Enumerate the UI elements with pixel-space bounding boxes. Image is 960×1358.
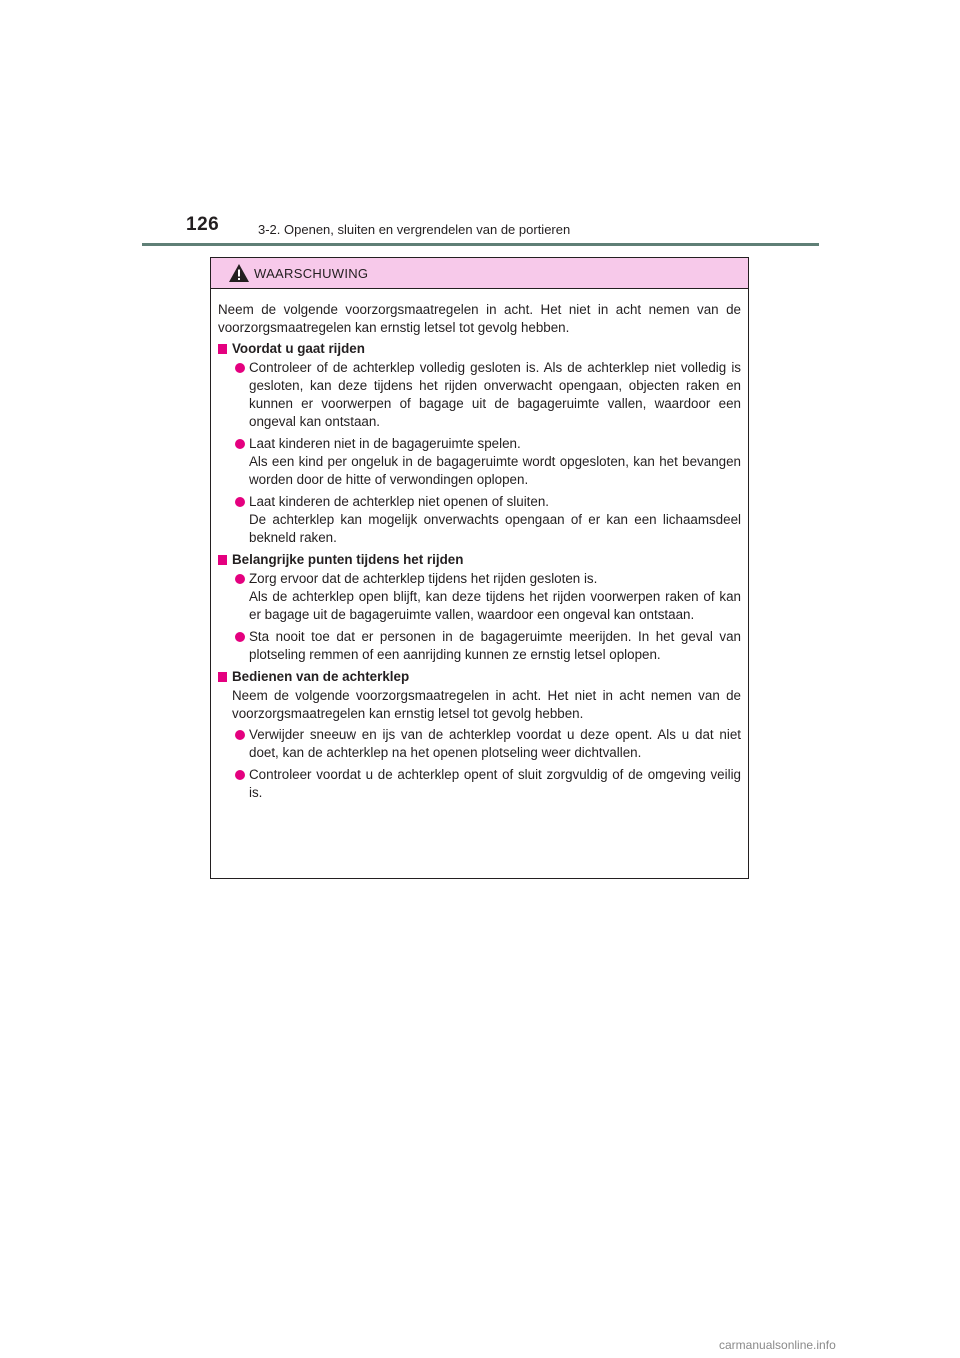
round-bullet-icon <box>235 632 245 642</box>
list-item <box>218 628 741 664</box>
warning-intro-line: Het niet in acht nemen van de voorzorgsmaatregelen kan ernstig letsel tot gevolg hebben. <box>218 302 741 335</box>
list-item <box>218 726 741 762</box>
warning-box <box>210 257 749 879</box>
bullet-text: Als een kind per ongeluk in de bagageruimte wordt opgesloten, kan het bevangen worden door de hitte of verwondingen oplopen. <box>249 454 741 487</box>
section-title: 3-2. Openen, sluiten en vergrendelen van de portieren <box>258 222 571 237</box>
warning-intro-line: Neem de volgende voorzorgsmaatregelen in acht. <box>218 302 534 317</box>
list-item <box>218 570 741 624</box>
section-heading: Bedienen van de achterklep <box>218 668 741 686</box>
round-bullet-icon <box>235 363 245 373</box>
list-item <box>218 435 741 489</box>
warning-body <box>211 289 748 802</box>
page-number: 126 <box>186 214 220 235</box>
bullet-text: Laat kinderen de achterklep niet openen of sluiten. <box>249 494 550 509</box>
round-bullet-icon <box>235 730 245 740</box>
round-bullet-icon <box>235 497 245 507</box>
bullet-text: Als de achterklep open blijft, kan deze tijdens het rijden voorwerpen raken of kan er bagage uit de bagageruimte vallen, waardoor een ongeval kan ontstaan. <box>249 589 741 622</box>
square-bullet-icon <box>218 344 227 354</box>
warning-label: WAARSCHUWING <box>254 266 369 281</box>
list-item <box>218 493 741 547</box>
square-bullet-icon <box>218 555 227 565</box>
round-bullet-icon <box>235 770 245 780</box>
warning-header <box>211 258 748 289</box>
warning-intro <box>218 301 741 337</box>
section-heading: Belangrijke punten tijdens het rijden <box>218 551 741 569</box>
bullet-text: Controleer voordat u de achterklep opent of sluit zorgvuldig of de omgeving veilig is. <box>249 767 741 800</box>
bullet-text: Controleer of de achterklep volledig gesloten is. Als de achterklep niet volledig is gesloten, kan deze tijdens het rijden onverwacht opengaan, objecten raken en kunnen er voorwerpen of bagage uit de bagageruimte vallen, waardoor een ongeval kan ontstaan. <box>249 360 741 429</box>
header-rule <box>142 243 819 246</box>
bullet-text: Sta nooit toe dat er personen in de bagageruimte meerijden. In het geval van plotseling remmen of een aanrijding kunnen ze ernstig letsel oplopen. <box>249 629 741 662</box>
section-intro-line: Neem de volgende voorzorgsmaatregelen in acht. <box>232 688 542 703</box>
bullet-text: Zorg ervoor dat de achterklep tijdens het rijden gesloten is. <box>249 571 598 586</box>
round-bullet-icon <box>235 574 245 584</box>
round-bullet-icon <box>235 439 245 449</box>
bullet-text: De achterklep kan mogelijk onverwachts opengaan of er kan een lichaamsdeel bekneld raken. <box>249 512 741 545</box>
square-bullet-icon <box>218 672 227 682</box>
list-item <box>218 766 741 802</box>
section-heading: Voordat u gaat rijden <box>218 340 741 358</box>
section-intro-line: Het niet in acht nemen van de voorzorgsmaatregelen kan ernstig letsel tot gevolg hebben. <box>232 688 741 721</box>
bullet-text: Verwijder sneeuw en ijs van de achterklep voordat u deze opent. Als u dat niet doet, kan de achterklep na het openen plotseling weer dichtvallen. <box>249 727 741 760</box>
warning-triangle-icon <box>228 263 250 283</box>
bullet-text: Laat kinderen niet in de bagageruimte spelen. <box>249 436 521 451</box>
watermark: carmanualsonline.info <box>719 1338 836 1352</box>
section-intro <box>232 687 741 723</box>
list-item <box>218 359 741 431</box>
